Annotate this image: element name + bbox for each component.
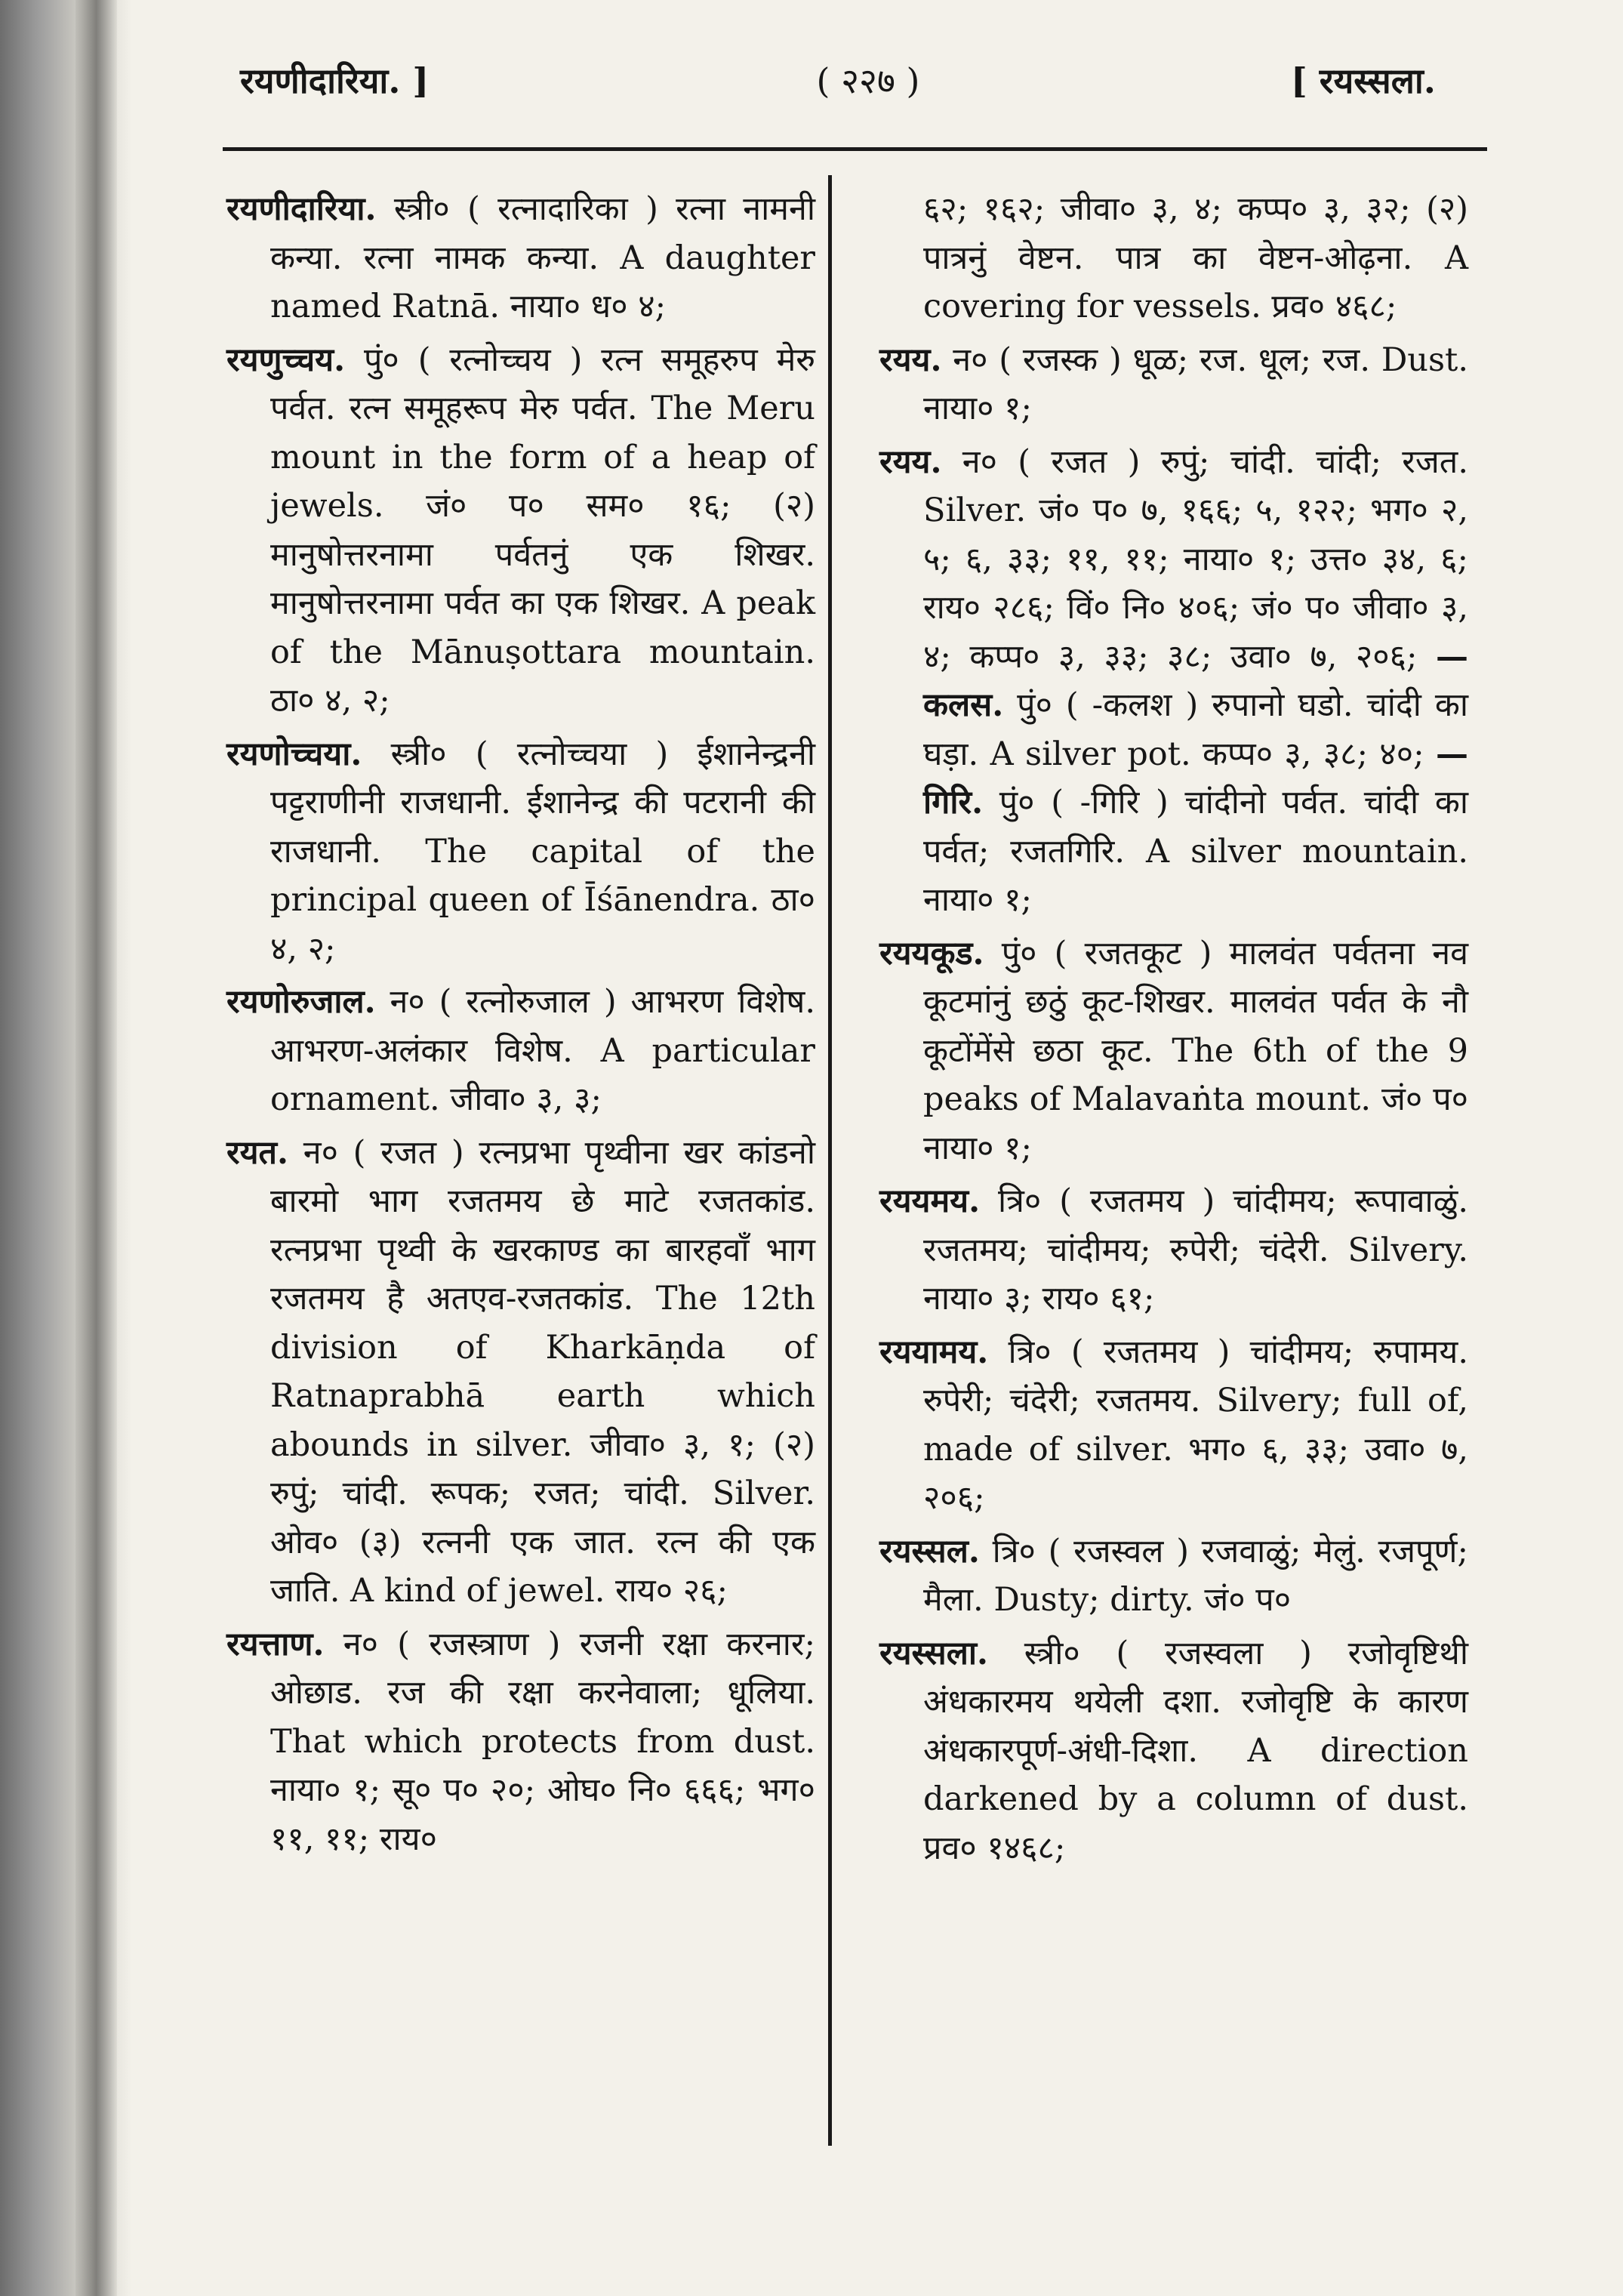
entry-text: न० ( रजस्त्राण ) रजनी रक्षा करनार; ओछाड. रज की रक्षा करनेवाला; धूलिया. That which protects from dust. नाया० १; सू० प० २०; ओघ० नि० ६६६; भग० ११, ११; राय० (270, 1625, 815, 1858)
entry-text: न० ( रजस्क ) धूळ; रज. धूल; रज. Dust. नाया० १; (923, 341, 1469, 427)
entry-text: त्रि० ( रजतमय ) चांदीमय; रुपामय. रुपेरी; चंदेरी; रजतमय. Silvery; full of, made of silver. भग० ६, ३३; उवा० ७, २०६; (923, 1333, 1469, 1517)
sub-entry-text: पुं० ( -गिरि ) चांदीनो पर्वत. चांदी का पर्वत; रजतगिरि. A silver mountain. नाया० १; (923, 784, 1468, 919)
entry-text: त्रि० ( रजतमय ) चांदीमय; रूपावाळुं. रजतमय; चांदीमय; रुपेरी; चंदेरी. Silvery. नाया० ३; राय० ६१; (923, 1182, 1469, 1318)
entry-headword: रययमय. (879, 1182, 981, 1220)
page-number: ( २२७ ) (816, 60, 920, 101)
dictionary-entry (879, 336, 1468, 433)
entry-headword: रयत. (226, 1133, 289, 1172)
dictionary-entry (226, 1620, 815, 1864)
entry-headword: रयस्सल. (879, 1532, 980, 1570)
running-head-left: रयणीदारिया. ] (240, 60, 430, 101)
entry-text: पुं० ( रत्नोच्चय ) रत्न समूहरुप मेरु पर्वत. रत्न समूहरूप मेरु पर्वत. The Meru mount in the form of a heap of jewels. जं० प० सम० १६; (२) मानुषोत्तरनामा पर्वतनुं एक शिखर. मानुषोत्तरनामा पर्वत का एक शिखर. A peak of the Mānuṣottara mountain. ठा० ४, २; (270, 341, 815, 720)
entry-headword: रययामय. (879, 1333, 989, 1371)
entry-headword: रययकूड. (879, 934, 984, 972)
entry-text: न० ( रजत ) रत्नप्रभा पृथ्वीना खर कांडनो बारमो भाग रजतमय छे माटे रजतकांड. रत्नप्रभा पृथ्वी के खरकाण्ड का बारहवाँ भाग रजतमय है अतएव-रजतकांड. The 12th division of Kharkāṇda of Ratnaprabhā earth which abounds in silver. जीवा० ३, १; (२) रुपुं; चांदी. रूपक; रजत; चांदी. Silver. ओव० (३) रत्ननी एक जात. रत्न की एक जाति. A kind of jewel. राय० २६; (270, 1133, 815, 1610)
entry-headword: रयत्ताण. (226, 1625, 325, 1663)
dictionary-entry (879, 438, 1468, 925)
column-divider (828, 175, 832, 2146)
entry-continuation: ६२; १६२; जीवा० ३, ४; कप्प० ३, ३२; (२) पात्रनुं वेष्टन. पात्र का वेष्टन-ओढ़ना. A covering for vessels. प्रव० ४६८; (923, 190, 1468, 325)
entry-text: स्त्री० ( रजस्वला ) रजोवृष्टिथी अंधकारमय थयेली दशा. रजोवृष्टि के कारण अंधकारपूर्ण-अंधी-दिशा. A direction darkened by a column of dust. प्रव० १४६८; (923, 1634, 1468, 1867)
entry-headword: रयय. (879, 442, 942, 481)
dictionary-entry (879, 1328, 1468, 1523)
sub-entry-headword: —गिरि. (923, 735, 1468, 821)
dictionary-entry (879, 1527, 1468, 1625)
sub-entry-text: पुं० ( -कलश ) रुपानो घडो. चांदी का घड़ा. A silver pot. कप्प० ३, ३८; ४०; (923, 686, 1468, 773)
entry-headword: रयस्सला. (879, 1634, 989, 1672)
dictionary-entry (226, 1129, 815, 1616)
entry-headword: रयणोरुजाल. (226, 983, 376, 1021)
dictionary-entry (226, 978, 815, 1124)
entry-text: पुं० ( रजतकूट ) मालवंत पर्वतना नव कूटमांनुं छठुं कूट-शिखर. मालवंत पर्वत के नौ कूटोंमेंसे छठा कूट. The 6th of the 9 peaks of Malavaṅta mount. जं० प० नाया० १; (923, 934, 1469, 1167)
header-rule (223, 147, 1487, 151)
entry-text: स्त्री० ( रत्नोच्चया ) ईशानेन्द्रनी पट्टराणीनी राजधानी. ईशानेन्द्र की पटरानी की राजधानी. The capital of the principal queen of Īśānendra. ठा० ४, २; (270, 735, 816, 968)
right-column (879, 185, 1468, 1877)
left-column (226, 185, 815, 1868)
entry-text: त्रि० ( रजस्वल ) रजवाळुं; मेलुं. रजपूर्ण; मैला. Dusty; dirty. जं० प० (923, 1532, 1469, 1619)
entry-text: न० ( रत्नोरुजाल ) आभरण विशेष. आभरण-अलंकार विशेष. A particular ornament. जीवा० ३, ३; (270, 983, 815, 1118)
dictionary-entry (226, 336, 815, 726)
dictionary-entry (879, 929, 1468, 1173)
entry-text: स्त्री० ( रत्नादारिका ) रत्ना नामनी कन्या. रत्ना नामक कन्या. A daughter named Ratnā. नाया० ध० ४; (270, 190, 815, 325)
sub-entry-headword: —कलस. (923, 637, 1468, 724)
running-head-right: [ रयस्सला. (1291, 60, 1436, 101)
entry-headword: रयणीदारिया. (226, 190, 377, 228)
dictionary-entry (226, 730, 815, 974)
dictionary-entry (226, 185, 815, 331)
gutter-shadow (75, 0, 117, 2296)
entry-text: न० ( रजत ) रुपुं; चांदी. चांदी; रजत. Silver. जं० प० ७, १६६; ५, १२२; भग० २, ५; ६, ३३; ११, ११; नाया० १; उत्त० ३४, ६; राय० २८६; विं० नि० ४०६; जं० प० जीवा० ३, ४; कप्प० ३, ३३; ३८; उवा० ७, २०६; (923, 442, 1468, 676)
entry-headword: रयय. (879, 341, 942, 379)
entry-headword: रयणुच्चय. (226, 341, 346, 379)
entry-headword: रयणोच्चया. (226, 735, 362, 773)
dictionary-entry (879, 1629, 1468, 1873)
dictionary-entry (879, 1177, 1468, 1324)
